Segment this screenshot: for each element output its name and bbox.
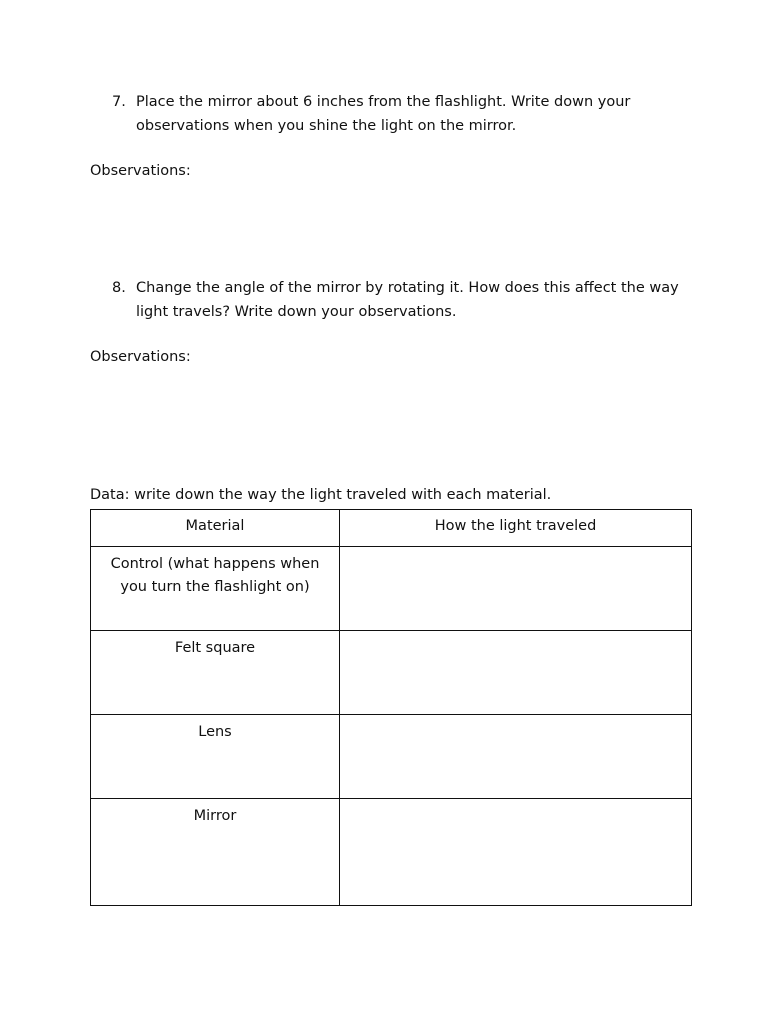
question-number: 7.: [112, 94, 126, 110]
table-row: [91, 715, 692, 799]
question-text: Change the angle of the mirror by rotating it. How does this affect the way light travels? Write down your observations.: [136, 280, 679, 320]
data-table: [90, 509, 692, 906]
material-cell: Lens: [91, 715, 340, 799]
table-row: [91, 799, 692, 906]
answer-cell[interactable]: [340, 799, 692, 906]
table-row: [91, 631, 692, 715]
question-8: [112, 276, 702, 324]
column-header-how-light-traveled: How the light traveled: [340, 510, 692, 547]
material-cell: Mirror: [91, 799, 340, 906]
material-cell: Control (what happens when you turn the flashlight on): [91, 547, 340, 631]
question-7: [112, 90, 702, 138]
column-header-material: Material: [91, 510, 340, 547]
material-cell: Felt square: [91, 631, 340, 715]
question-number: 8.: [112, 280, 126, 296]
question-text: Place the mirror about 6 inches from the flashlight. Write down your observations when you shine the light on the mirror.: [136, 94, 631, 134]
answer-cell[interactable]: [340, 631, 692, 715]
data-caption: Data: write down the way the light traveled with each material.: [90, 487, 552, 503]
table-header-row: [91, 510, 692, 547]
table-row: [91, 547, 692, 631]
observations-label: Observations:: [90, 349, 191, 365]
answer-cell[interactable]: [340, 715, 692, 799]
observations-label: Observations:: [90, 163, 191, 179]
answer-cell[interactable]: [340, 547, 692, 631]
